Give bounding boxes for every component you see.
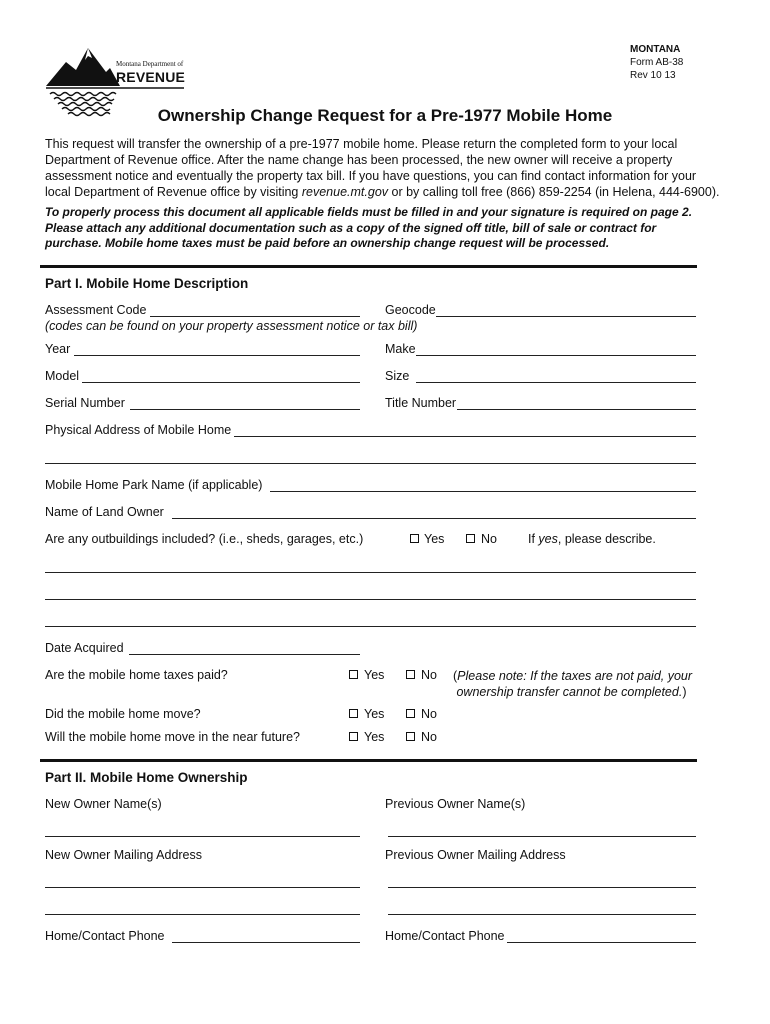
- part2-heading: Part II. Mobile Home Ownership: [45, 770, 248, 785]
- part1-heading: Part I. Mobile Home Description: [45, 276, 249, 291]
- previous-owner-address-field-line1[interactable]: [388, 887, 696, 888]
- geocode-label: Geocode: [385, 303, 436, 317]
- assessment-code-field[interactable]: [150, 316, 360, 317]
- section-divider: [40, 265, 697, 268]
- notice-line: Please attach any additional documentation such as a copy of the signed off title, bill of sale or contract for: [45, 220, 657, 235]
- taxes-paid-yes-label: Yes: [364, 668, 385, 682]
- land-owner-label: Name of Land Owner: [45, 505, 164, 519]
- previous-owner-label: Previous Owner Name(s): [385, 797, 526, 811]
- new-owner-field[interactable]: [45, 836, 360, 837]
- did-move-no-checkbox[interactable]: [406, 709, 415, 718]
- codes-note: (codes can be found on your property assessment notice or tax bill): [45, 319, 418, 333]
- make-field[interactable]: [416, 355, 696, 356]
- notice-text: [45, 205, 692, 252]
- did-move-yes-label: Yes: [364, 707, 385, 721]
- date-acquired-label: Date Acquired: [45, 641, 124, 655]
- previous-owner-address-label: Previous Owner Mailing Address: [385, 848, 566, 862]
- taxes-paid-no-checkbox[interactable]: [406, 670, 415, 679]
- new-owner-address-field-line2[interactable]: [45, 914, 360, 915]
- page-title: Ownership Change Request for a Pre-1977 Mobile Home: [157, 106, 613, 125]
- outbuildings-description-line1[interactable]: [45, 572, 696, 573]
- size-label: Size: [385, 369, 410, 383]
- new-owner-label: New Owner Name(s): [45, 797, 162, 811]
- size-field[interactable]: [416, 382, 696, 383]
- did-move-label: Did the mobile home move?: [45, 707, 201, 721]
- park-name-field[interactable]: [270, 491, 696, 492]
- section-divider: [40, 759, 697, 762]
- assessment-code-label: Assessment Code: [45, 303, 147, 317]
- year-label: Year: [45, 342, 71, 356]
- physical-address-field-line2[interactable]: [45, 463, 696, 464]
- outbuildings-yes-label: Yes: [424, 532, 445, 546]
- outbuildings-no-checkbox[interactable]: [466, 534, 475, 543]
- state-label: MONTANA: [630, 44, 681, 55]
- outbuildings-description-line2[interactable]: [45, 599, 696, 600]
- notice-line: To properly process this document all applicable fields must be filled in and your signature is required on page 2.: [45, 205, 693, 219]
- previous-owner-phone-label: Home/Contact Phone: [385, 929, 505, 943]
- intro-line: assessment notice and eventually the property tax bill. If you have questions, you can find contact information for your: [45, 169, 697, 183]
- intro-line: local Department of Revenue office by visiting revenue.mt.gov or by calling toll free (866) 859-2254 (in Helena, 444-6900).: [45, 185, 720, 199]
- taxes-paid-no-label: No: [421, 668, 437, 682]
- new-owner-address-label: New Owner Mailing Address: [45, 848, 203, 862]
- taxes-paid-yes-checkbox[interactable]: [349, 670, 358, 679]
- will-move-label: Will the mobile home move in the near future?: [45, 730, 300, 744]
- outbuildings-label: Are any outbuildings included? (i.e., sheds, garages, etc.): [45, 532, 364, 546]
- model-label: Model: [45, 369, 80, 383]
- previous-owner-field[interactable]: [388, 836, 696, 837]
- intro-line: Department of Revenue office. After the name change has been processed, the new owner will receive a property: [45, 153, 673, 167]
- physical-address-label: Physical Address of Mobile Home: [45, 423, 232, 437]
- date-acquired-field[interactable]: [129, 654, 360, 655]
- model-field[interactable]: [82, 382, 360, 383]
- intro-text: [45, 136, 719, 200]
- did-move-no-label: No: [421, 707, 437, 721]
- new-owner-phone-field[interactable]: [172, 942, 360, 943]
- logo-small-text: Montana Department of: [116, 60, 184, 68]
- title-number-field[interactable]: [457, 409, 696, 410]
- logo-big-text: REVENUE: [116, 69, 186, 85]
- previous-owner-address-field-line2[interactable]: [388, 914, 696, 915]
- new-owner-phone-label: Home/Contact Phone: [45, 929, 165, 943]
- previous-owner-phone-field[interactable]: [507, 942, 696, 943]
- title-number-label: Title Number: [385, 396, 457, 410]
- new-owner-address-field-line1[interactable]: [45, 887, 360, 888]
- intro-line: This request will transfer the ownership of a pre-1977 mobile home. Please return the completed form to your local: [45, 137, 678, 151]
- revision: Rev 10 13: [630, 70, 676, 81]
- will-move-no-label: No: [421, 730, 437, 744]
- year-field[interactable]: [74, 355, 360, 356]
- website-link: revenue.mt.gov: [301, 185, 389, 199]
- taxes-paid-label: Are the mobile home taxes paid?: [45, 668, 228, 682]
- notice-line: purchase. Mobile home taxes must be paid before an ownership change request will be processed.: [45, 236, 610, 250]
- geocode-field[interactable]: [436, 316, 696, 317]
- describe-instruction: If yes, please describe.: [528, 532, 656, 546]
- outbuildings-description-line3[interactable]: [45, 626, 696, 627]
- outbuildings-yes-checkbox[interactable]: [410, 534, 419, 543]
- physical-address-field[interactable]: [234, 436, 696, 437]
- tax-note: (Please note: If the taxes are not paid, your ownership transfer cannot be completed.): [453, 669, 693, 699]
- park-name-label: Mobile Home Park Name (if applicable): [45, 478, 263, 492]
- serial-number-field[interactable]: [130, 409, 360, 410]
- did-move-yes-checkbox[interactable]: [349, 709, 358, 718]
- land-owner-field[interactable]: [172, 518, 696, 519]
- will-move-no-checkbox[interactable]: [406, 732, 415, 741]
- will-move-yes-label: Yes: [364, 730, 385, 744]
- outbuildings-no-label: No: [481, 532, 497, 546]
- serial-number-label: Serial Number: [45, 396, 125, 410]
- will-move-yes-checkbox[interactable]: [349, 732, 358, 741]
- make-label: Make: [385, 342, 416, 356]
- form-number: Form AB-38: [630, 57, 684, 68]
